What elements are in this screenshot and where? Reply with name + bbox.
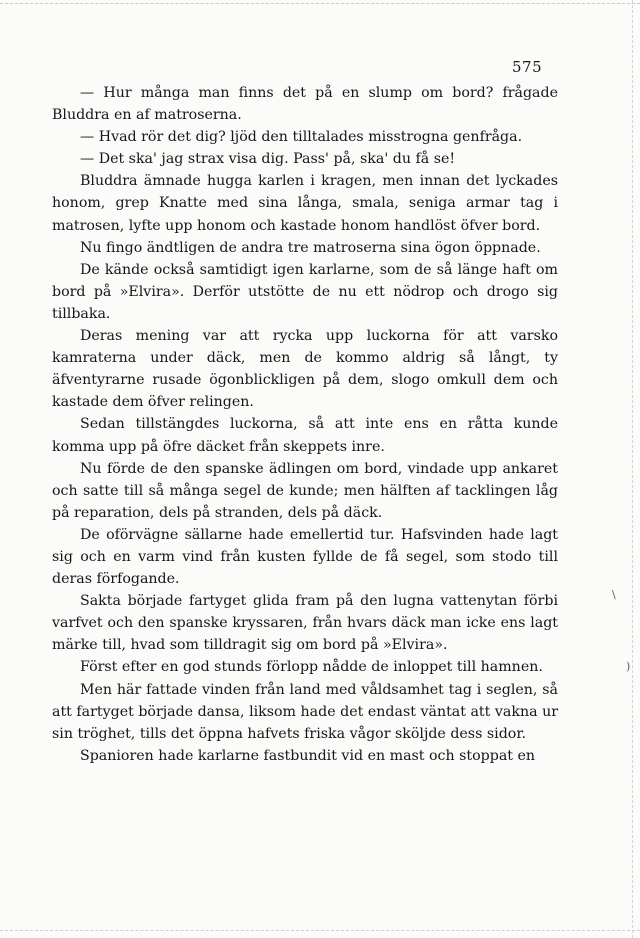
paragraph: Men här fattade vinden från land med våldsamhet tag i seglen, så att fartyget började dansa, liksom hade det endast väntat att vakna ur sin tröghet, tills det öppna hafvets friska vågor sköljde dess sidor. xyxy=(52,681,558,742)
paragraph: Nu förde de den spanske ädlingen om bord, vindade upp ankaret och satte till så många segel de kunde; men hälften af tacklingen låg på reparation, dels på stranden, dels på däck. xyxy=(52,460,558,521)
paragraph: Sakta började fartyget glida fram på den lugna vattenytan förbi varfvet och den spanske kryssaren, från hvars däck man icke ens lagt märke till, hvad som tilldragit sig om bord på »Elvira». xyxy=(52,593,558,654)
paragraph: Deras mening var att rycka upp luckorna för att varsko kamraterna under däck, men de kommo aldrig så långt, ty äfventyrarne rusade ögonblickligen på dem, slogo omkull dem och kastade dem öfver relingen. xyxy=(52,328,558,411)
paragraph: Bluddra ämnade hugga karlen i kragen, men innan det lyckades honom, grep Knatte med sina långa, smala, seniga armar tag i matrosen, lyfte upp honom och kastade honom handlöst öfver bord. xyxy=(52,173,558,234)
bottom-edge-divider xyxy=(0,930,640,931)
right-edge-divider xyxy=(632,0,633,938)
margin-speck: ) xyxy=(626,660,631,673)
paragraph: De kände också samtidigt igen karlarne, som de så länge haft om bord på »Elvira». Derför utstötte de nu ett nödrop och drogo sig tillbaka. xyxy=(52,261,558,322)
paragraph: Nu fingo ändtligen de andra tre matroserna sina ögon öppnade. xyxy=(80,239,541,256)
page-number: 575 xyxy=(512,58,543,76)
body-text xyxy=(52,82,558,767)
paragraph: — Hvad rör det dig? ljöd den tilltalades misstrogna genfråga. xyxy=(80,129,523,146)
paragraph: Spanioren hade karlarne fastbundit vid en mast och stoppat en xyxy=(80,747,536,764)
top-edge-divider xyxy=(0,3,640,4)
margin-speck: \ xyxy=(612,588,616,601)
paragraph: De oförvägne sällarne hade emellertid tur. Hafsvinden hade lagt sig och en varm vind från kusten fyllde de få segel, som stodo till deras förfogande. xyxy=(52,526,558,588)
paragraph: — Hur många man finns det på en slump om bord? frågade Bluddra en af matroserna. xyxy=(52,85,558,124)
paragraph: Först efter en god stunds förlopp nådde de inloppet till hamnen. xyxy=(80,659,543,676)
paragraph: Sedan tillstängdes luckorna, så att inte ens en råtta kunde komma upp på öfre däcket från skeppets inre. xyxy=(52,416,558,455)
paragraph: — Det ska' jag strax visa dig. Pass' på, ska' du få se! xyxy=(80,151,456,168)
